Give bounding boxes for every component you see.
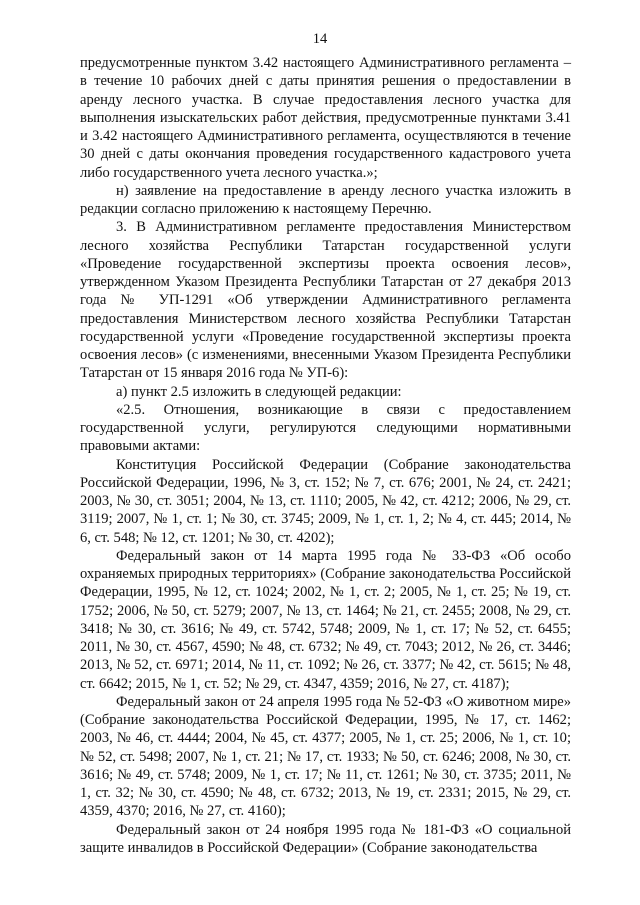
paragraph-law-52-fz: Федеральный закон от 24 апреля 1995 года № 52-ФЗ «О животном мире» (Собрание законодательства Российской Федерации, 1995, № 17, ст. 1462; 2003, № 46, ст. 4444; 2004, № 45, ст. 4377; 2005, № 1, ст. 25; 2006, № 1, ст. 10; № 52, ст. 5498; 2007, № 1, ст. 21; № 17, ст. 1933; № 50, ст. 6246; 2008, № 30, ст. 3616; № 49, ст. 5748; 2009, № 1, ст. 17; № 11, ст. 1261; № 30, ст. 3735; 2011, № 1, ст. 32; № 30, ст. 4590; № 48, ст. 6732; 2013, № 19, ст. 2331; 2015, № 29, ст. 4359, 4370; 2016, № 27, ст. 4160); [80,693,571,820]
paragraph-item-a: а) пункт 2.5 изложить в следующей редакции: [116,383,402,400]
page-number: 14 [312,31,328,47]
paragraph-constitution: Конституция Российской Федерации (Собрание законодательства Российской Федерации, 1996, № 3, ст. 152; № 7, ст. 676; 2001, № 24, ст. 2421; 2003, № 30, ст. 3051; 2004, № 13, ст. 1110; 2005, № 42, ст. 4212; 2006, № 29, ст. 3119; 2007, № 1, ст. 1; № 30, ст. 3745; 2009, № 1, ст. 1, 2; № 4, ст. 445; 2014, № 6, ст. 548; № 12, ст. 1201; № 30, ст. 4202); [80,456,571,546]
paragraph-law-181-fz: Федеральный закон от 24 ноября 1995 года № 181-ФЗ «О социальной защите инвалидов в Российской Федерации» (Собрание законодательства [80,821,571,856]
paragraph-section-3: 3. В Административном регламенте предоставления Министерством лесного хозяйства Республики Татарстан государственной услуги «Проведение государственной экспертизы проекта освоения лесов», утвержденном Указом Президента Республики Татарстан от 27 декабря 2013 года № УП-1291 «Об утверждении Административного регламента предоставления Министерством лесного хозяйства Республики Татарстан государственной услуги «Проведение государственной экспертизы проекта освоения лесов» (с изменениями, внесенными Указом Президента Республики Татарстан от 15 января 2016 года № УП-6): [80,219,571,382]
paragraph-item-n: н) заявление на предоставление в аренду лесного участка изложить в редакции согласно приложению к настоящему Перечню. [80,182,571,217]
paragraph-law-33-fz: Федеральный закон от 14 марта 1995 года № 33-ФЗ «Об особо охраняемых природных территориях» (Собрание законодательства Российской Федерации, 1995, № 12, ст. 1024; 2002, № 1, ст. 2; 2005, № 1, ст. 25; № 19, ст. 1752; 2006, № 50, ст. 5279; 2007, № 13, ст. 1464; № 21, ст. 2455; 2008, № 29, ст. 3418; № 30, ст. 3616; № 49, ст. 5742, 5748; 2009, № 1, ст. 17; № 52, ст. 6455; 2011, № 30, ст. 4567, 4590; № 48, ст. 6732; № 49, ст. 7043; 2012, № 26, ст. 3446; 2013, № 52, ст. 6971; 2014, № 11, ст. 1092; № 26, ст. 3377; № 42, ст. 5615; № 48, ст. 6642; 2015, № 1, ст. 52; № 29, ст. 4347, 4359; 2016, № 27, ст. 4187); [80,547,571,692]
paragraph-continuation: предусмотренные пунктом 3.42 настоящего Административного регламента – в течение 10 рабочих дней с даты принятия решения о предоставлении в аренду лесного участка. В случае предоставления лесного участка для выполнения изыскательских работ действия, предусмотренные пунктами 3.41 и 3.42 настоящего Административного регламента, осуществляются в течение 30 дней с даты окончания проведения государственного кадастрового учета либо государственного учета лесного участка.»; [80,55,571,181]
document-body [80,54,571,857]
paragraph-clause-2-5: «2.5. Отношения, возникающие в связи с предоставлением государственной услуги, регулируются следующими нормативными правовыми актами: [80,401,571,455]
